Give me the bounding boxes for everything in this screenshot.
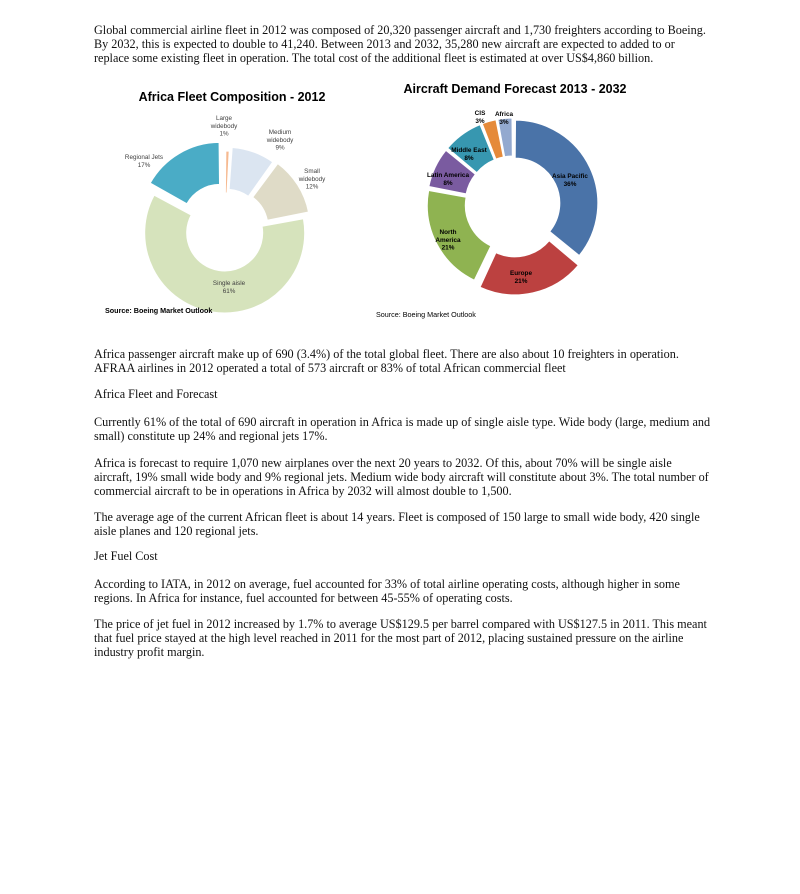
forecast-paragraph: Africa is forecast to require 1,070 new airplanes over the next 20 years to 2032. Of this, about 70% will be single aisle aircraft, 19% small wide body and 9% regional jets. Medium wide body aircraft will constitute about 3%. The total number of commercial aircraft to be in operations in Africa by 2032 will almost double to 1,500. [94, 456, 709, 498]
africa-fleet-chart [96, 84, 341, 322]
slice-label-large-widebody: Large widebody 1% [210, 115, 238, 138]
fleet-share-paragraph: Africa passenger aircraft make up of 690 (3.4%) of the total global fleet. There are also about 10 freighters in operation. AFRAA airlines in 2012 operated a total of 573 aircraft or 83% of total African commercial fleet [94, 347, 679, 375]
slice-regional-jets [150, 142, 219, 203]
section-heading-jet-fuel: Jet Fuel Cost [94, 549, 158, 563]
fleet-composition-paragraph: Currently 61% of the total of 690 aircraft in operation in Africa is made up of single aisle type. Wide body (large, medium and small) constitute up 24% and regional jets 17%. [94, 415, 711, 443]
chart-source: Source: Boeing Market Outlook [376, 310, 476, 319]
demand-forecast-donut [372, 76, 627, 326]
intro-paragraph: Global commercial airline fleet in 2012 was composed of 20,320 passenger aircraft and 1,730 freighters according to Boeing. By 2032, this is expected to double to 41,240. Between 2013 and 2032, 35,280 new aircraft are expected to added to or replace some existing fleet in operation. The total cost of the additional fleet is estimated at over US$4,860 billion. [94, 23, 706, 65]
fuel-price-paragraph: The price of jet fuel in 2012 increased by 1.7% to average US$129.5 per barrel compared with US$127.5 in 2011. This meant that fuel price stayed at the high level reached in 2011 for the most part of 2012, placing sustained pressure on the airline industry profit margin. [94, 617, 707, 659]
slice-label-medium-widebody: Medium widebody 9% [266, 129, 294, 152]
slice-label-asia-pacific: Asia Pacific 36% [552, 173, 588, 188]
fleet-age-paragraph: The average age of the current African fleet is about 14 years. Fleet is composed of 150 large to small wide body, 420 single aisle planes and 120 regional jets. [94, 510, 700, 538]
fuel-share-paragraph: According to IATA, in 2012 on average, fuel accounted for 33% of total airline operating costs, although higher in some regions. In Africa for instance, fuel accounted for between 45-55% of operating costs. [94, 577, 680, 605]
africa-fleet-donut [96, 84, 341, 322]
slice-label-cis: CIS 3% [474, 110, 486, 125]
slice-europe [480, 241, 578, 295]
section-heading-fleet-forecast: Africa Fleet and Forecast [94, 387, 218, 401]
slice-label-small-widebody: Small widebody 12% [298, 168, 326, 191]
slice-label-latin-america: Latin America 8% [426, 172, 470, 187]
slice-label-north-america: North America 21% [435, 229, 461, 252]
slice-label-single-aisle: Single aisle 61% [212, 280, 246, 295]
slice-large-widebody [225, 151, 229, 193]
slice-north-america [427, 191, 490, 281]
slice-label-europe: Europe 21% [509, 270, 533, 285]
slice-asia-pacific [515, 120, 598, 255]
demand-forecast-chart [372, 76, 627, 326]
slice-label-regional-jets: Regional Jets 17% [124, 154, 164, 169]
chart-title: Africa Fleet Composition - 2012 [138, 90, 326, 104]
chart-title: Aircraft Demand Forecast 2013 - 2032 [403, 82, 627, 96]
chart-source: Source: Boeing Market Outlook [105, 306, 213, 315]
slice-label-middle-east: Middle East 8% [451, 147, 487, 162]
slice-label-africa: Africa 3% [494, 111, 514, 126]
